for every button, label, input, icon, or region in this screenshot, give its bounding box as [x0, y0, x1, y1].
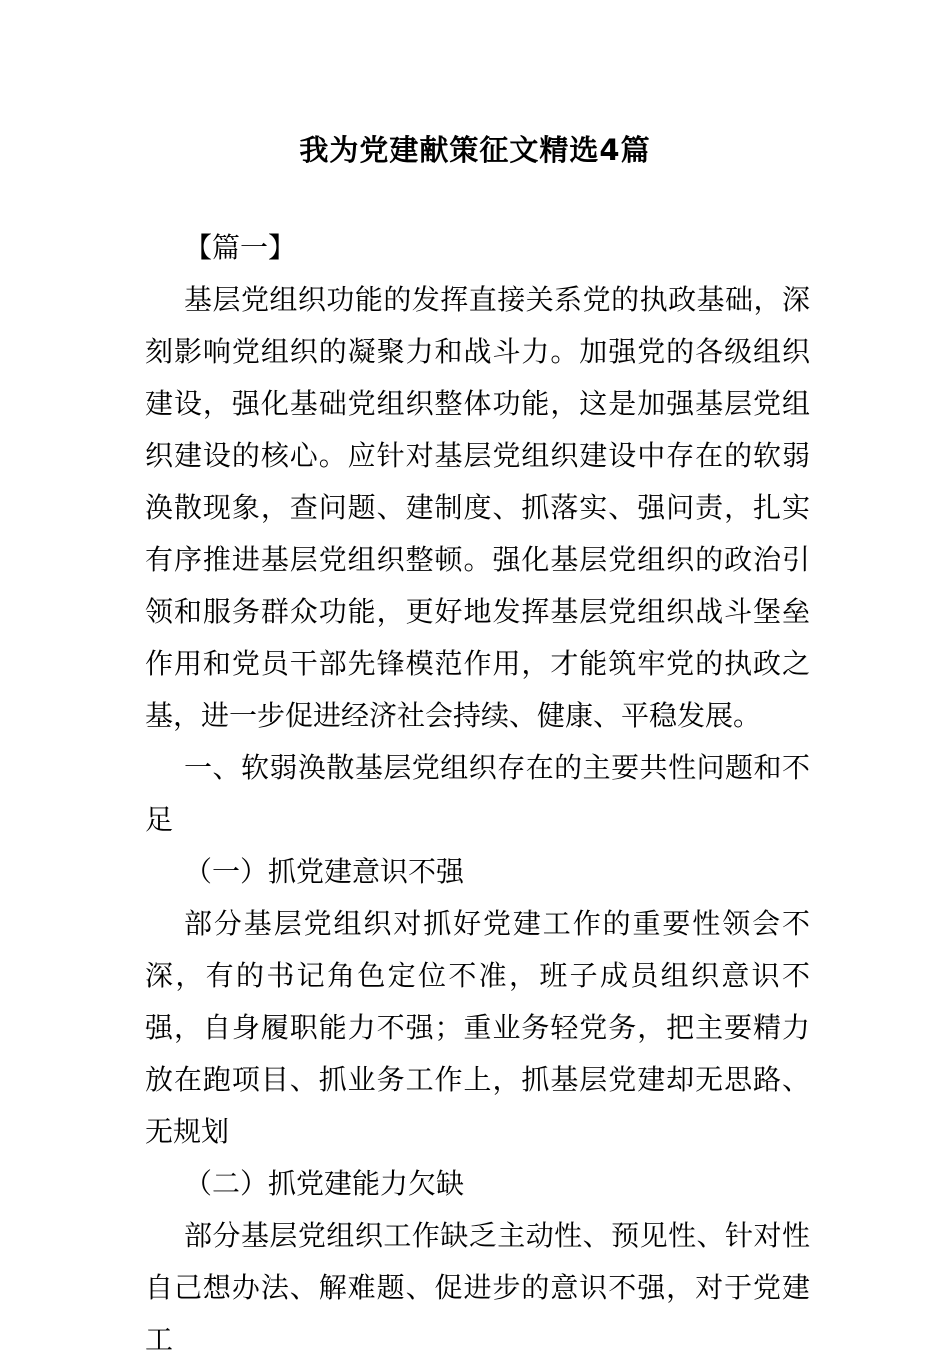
document-body: [145, 222, 810, 1366]
subsection-heading: （二）抓党建能力欠缺: [184, 1167, 465, 1200]
subsection-heading: （一）抓党建意识不强: [184, 855, 465, 888]
body-paragraph: 部分基层党组织工作缺乏主动性、预见性、针对性自己想办法、解难题、促进步的意识不强，对于党建工: [145, 1219, 810, 1356]
body-paragraph: 基层党组织功能的发挥直接关系党的执政基础，深刻影响党组织的凝聚力和战斗力。加强党的各级组织建设，强化基础党组织整体功能，这是加强基层党组织建设的核心。应针对基层党组织建设中存在的软弱涣散现象，查问题、建制度、抓落实、强问责，扎实有序推进基层党组织整顿。强化基层党组织的政治引领和服务群众功能，更好地发挥基层党组织战斗堡垒作用和党员干部先锋模范作用，才能筑牢党的执政之基，进一步促进经济社会持续、健康、平稳发展。: [145, 283, 810, 732]
section-heading-part-one: 【篇一】: [184, 231, 297, 264]
section-heading: 一、软弱涣散基层党组织存在的主要共性问题和不足: [145, 751, 810, 836]
document-title: 我为党建献策征文精选4篇: [299, 133, 651, 167]
body-paragraph: 部分基层党组织对抓好党建工作的重要性领会不深，有的书记角色定位不准，班子成员组织意识不强，自身履职能力不强；重业务轻党务，把主要精力放在跑项目、抓业务工作上，抓基层党建却无思路、无规划: [145, 907, 810, 1148]
